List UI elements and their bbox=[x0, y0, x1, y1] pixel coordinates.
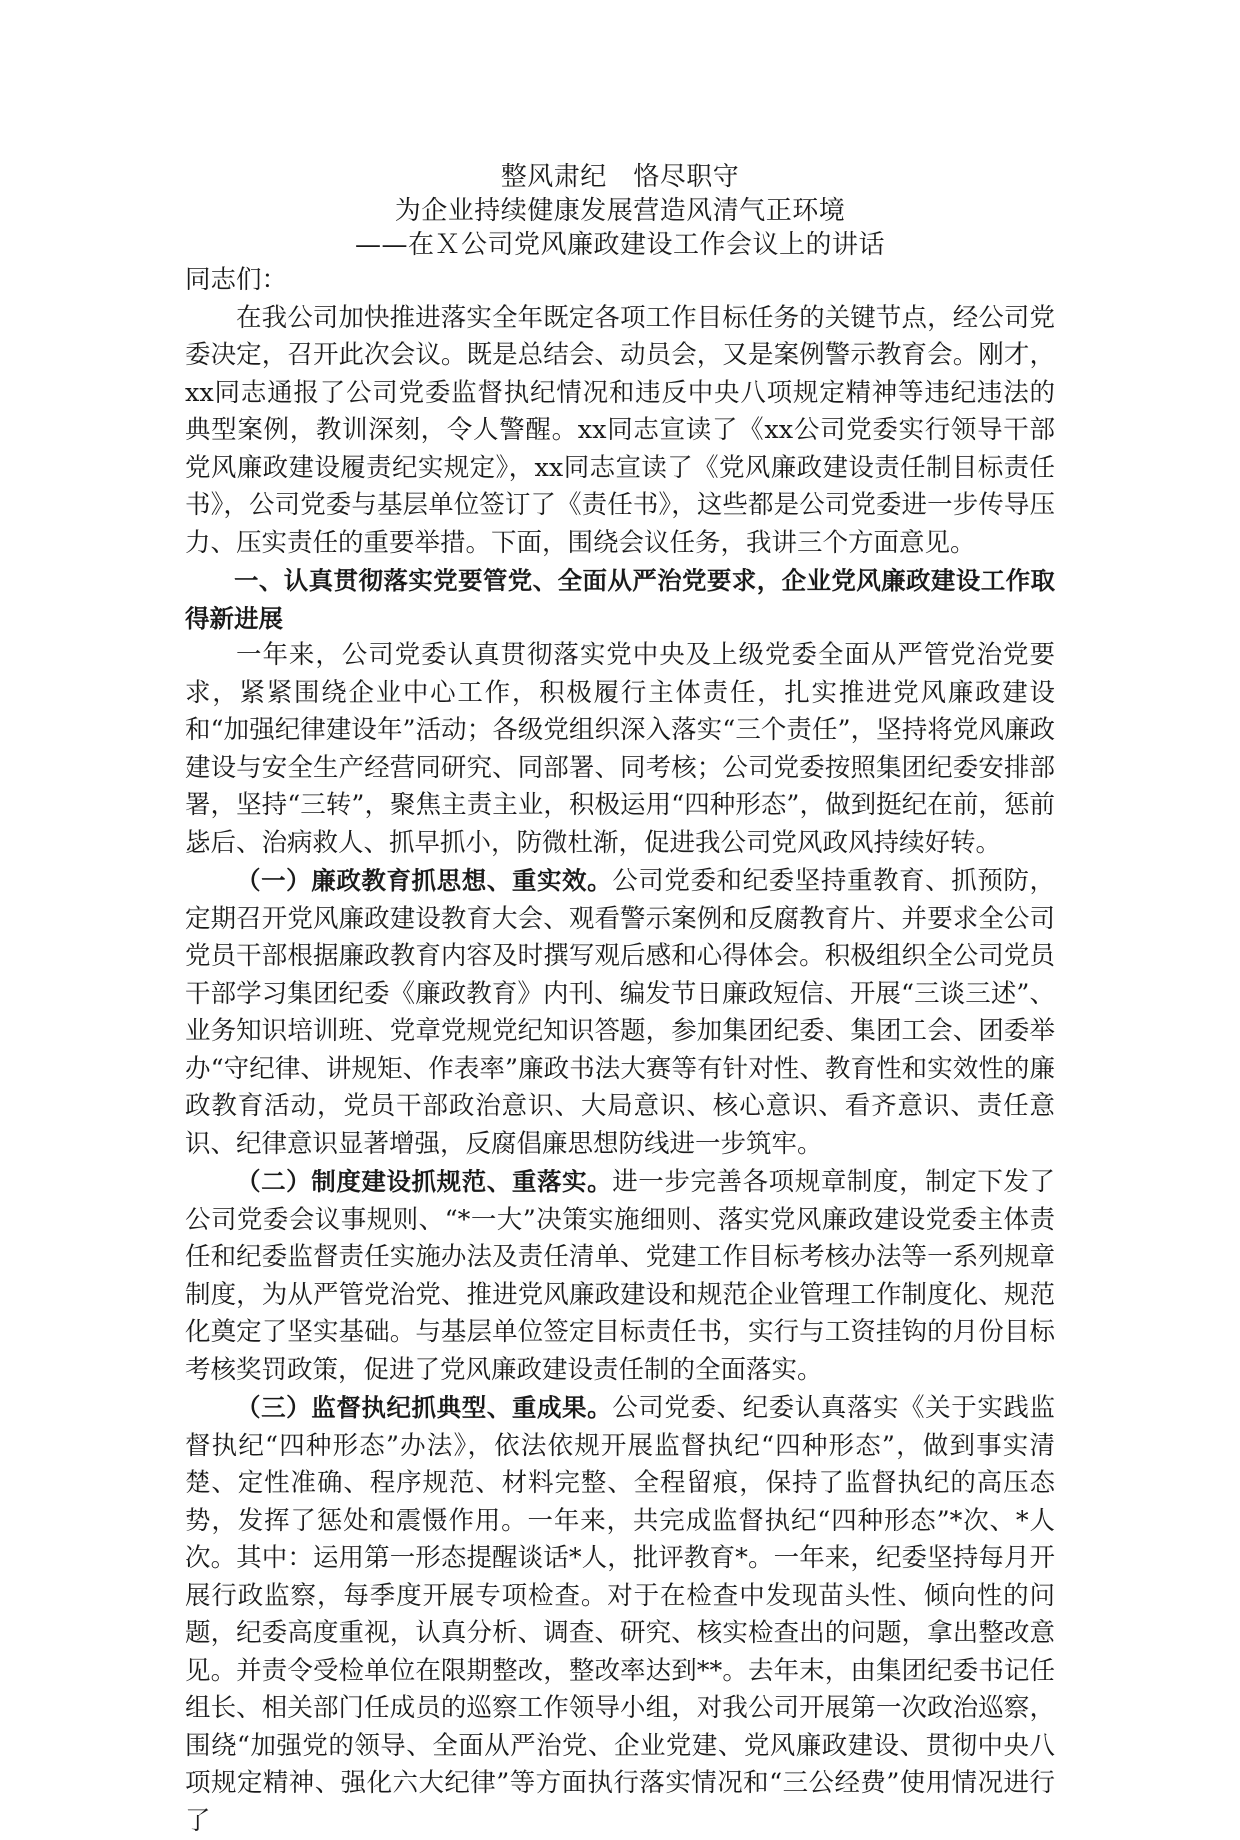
title-main: 整风肃纪 恪尽职守 bbox=[500, 162, 740, 192]
title-occasion: ——在Ｘ公司党风廉政建设工作会议上的讲话 bbox=[354, 230, 885, 260]
item-3-body: 公司党委、纪委认真落实《关于实践监督执纪“四种形态”办法》，依法依规开展监督执纪“四种形态”，做到事实清楚、定性准确、程序规范、材料完整、全程留痕，保持了监督执纪的高压态势，发挥了惩处和震慑作用。一年来，共完成监督执纪“四种形态”*次、*人次。其中：运用第一形态提醒谈话*人，批评教育*。一年来，纪委坚持每月开展行政监察，每季度开展专项检查。对于在检查中发现苗头性、倾向性的问题，纪委高度重视，认真分析、调查、研究、核实检查出的问题，拿出整改意见。并责令受检单位在限期整改，整改率达到**。去年末，由集团纪委书记任组长、相关部门任成员的巡察工作领导小组，对我公司开展第一次政治巡察，围绕“加强党的领导、全面从严治党、企业党建、党风廉政建设、贯彻中央八项规定精神、强化六大纪律”等方面执行落实情况和“三公经费”使用情况进行了 bbox=[185, 1393, 1055, 1836]
title-subtitle: 为企业持续健康发展营造风清气正环境 bbox=[394, 196, 846, 226]
item-2-paragraph bbox=[185, 1163, 1055, 1389]
document-page bbox=[185, 160, 1055, 1840]
section-heading-1: 一、认真贯彻落实党要管党、全面从严治党要求，企业党风廉政建设工作取得新进展 bbox=[185, 566, 1055, 633]
item-1-lead: （一）廉政教育抓思想、重实效。 bbox=[236, 866, 613, 895]
section-1-paragraph: 一年来，公司党委认真贯彻落实党中央及上级党委全面从严管党治党要求，紧紧围绕企业中心工作，积极履行主体责任，扎实推进党风廉政建设和“加强纪律建设年”活动；各级党组织深入落实“三个责任”，坚持将党风廉政建设与安全生产经营同研究、同部署、同考核；公司党委按照集团纪委安排部署，坚持“三转”，聚焦主责主业，积极运用“四种形态”，做到挺纪在前，惩前毖后、治病救人、抓早抓小，防微杜渐，促进我公司党风政风持续好转。 bbox=[185, 640, 1055, 858]
item-3-paragraph bbox=[185, 1389, 1055, 1840]
intro-paragraph: 在我公司加快推进落实全年既定各项工作目标任务的关键节点，经公司党委决定，召开此次会议。既是总结会、动员会，又是案例警示教育会。刚才，xx同志通报了公司党委监督执纪情况和违反中央八项规定精神等违纪违法的典型案例，教训深刻，令人警醒。xx同志宣读了《xx公司党委实行领导干部党风廉政建设履责纪实规定》，xx同志宣读了《党风廉政建设责任制目标责任书》，公司党委与基层单位签订了《责任书》，这些都是公司党委进一步传导压力、压实责任的重要举措。下面，围绕会议任务，我讲三个方面意见。 bbox=[185, 302, 1055, 558]
item-2-lead: （二）制度建设抓规范、重落实。 bbox=[236, 1167, 613, 1196]
item-2-body: 进一步完善各项规章制度，制定下发了公司党委会议事规则、“*一大”决策实施细则、落实党风廉政建设党委主体责任和纪委监督责任实施办法及责任清单、党建工作目标考核办法等一系列规章制度，为从严管党治党、推进党风廉政建设和规范企业管理工作制度化、规范化奠定了坚实基础。与基层单位签定目标责任书，实行与工资挂钩的月份目标考核奖罚政策，促进了党风廉政建设责任制的全面落实。 bbox=[185, 1167, 1055, 1385]
speech-title bbox=[185, 160, 1055, 262]
salutation: 同志们： bbox=[185, 265, 288, 295]
item-3-lead: （三）监督执纪抓典型、重成果。 bbox=[236, 1393, 613, 1422]
item-1-paragraph bbox=[185, 862, 1055, 1163]
item-1-body: 公司党委和纪委坚持重教育、抓预防，定期召开党风廉政建设教育大会、观看警示案例和反腐教育片、并要求全公司党员干部根据廉政教育内容及时撰写观后感和心得体会。积极组织全公司党员干部学习集团纪委《廉政教育》内刊、编发节日廉政短信、开展“三谈三述”、业务知识培训班、党章党规党纪知识答题，参加集团纪委、集团工会、团委举办“守纪律、讲规矩、作表率”廉政书法大赛等有针对性、教育性和实效性的廉政教育活动，党员干部政治意识、大局意识、核心意识、看齐意识、责任意识、纪律意识显著增强，反腐倡廉思想防线进一步筑牢。 bbox=[185, 866, 1055, 1159]
